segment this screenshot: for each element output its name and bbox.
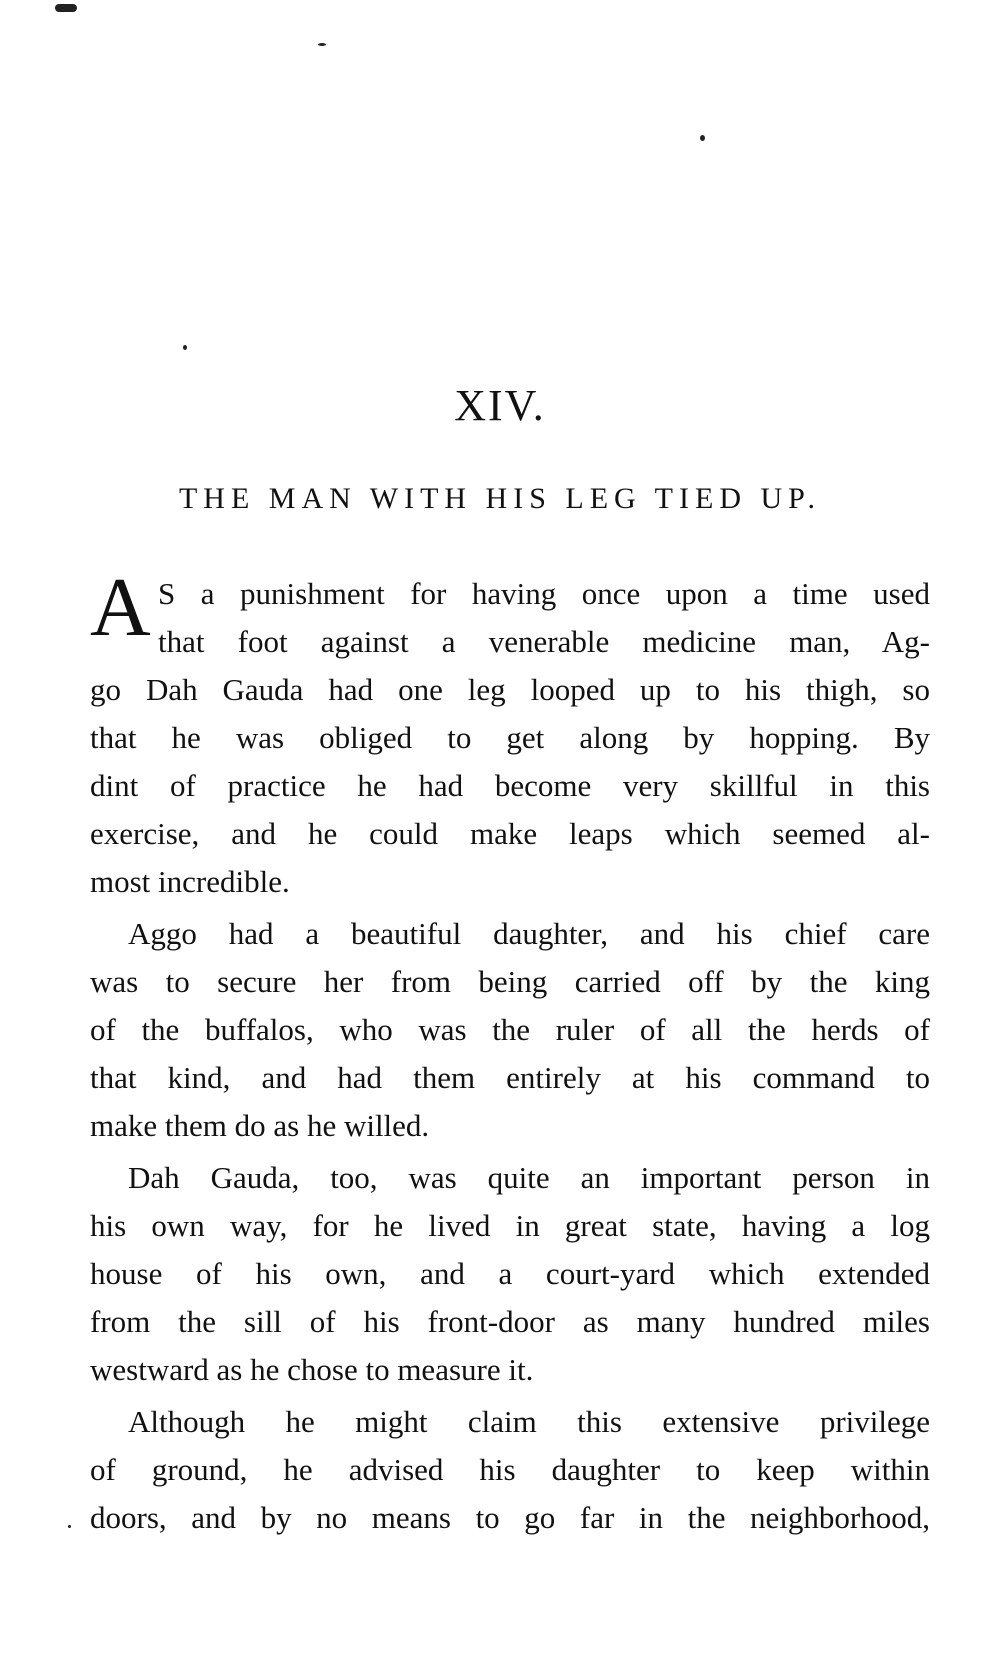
text-line: that foot against a venerable medicine man, Ag-: [158, 624, 930, 659]
ink-speck: [55, 4, 77, 12]
text-line: dint of practice he had become very skillful in this: [90, 768, 930, 803]
text-line: Although he might claim this extensive privilege: [128, 1404, 930, 1439]
text-line-content: S a punishment for having once upon a time used: [158, 576, 930, 611]
text-line: was to secure her from being carried off by the king: [90, 964, 930, 999]
paragraph: [90, 1154, 930, 1394]
text-line: from the sill of his front-door as many hundred miles: [90, 1304, 930, 1339]
ink-speck: [183, 345, 187, 350]
text-line: exercise, and he could make leaps which seemed al-: [90, 816, 930, 851]
text-line: of the buffalos, who was the ruler of all the herds of: [90, 1012, 930, 1047]
paragraph: [90, 1398, 930, 1542]
text-line: westward as he chose to measure it.: [90, 1352, 534, 1387]
drop-cap: A: [90, 561, 151, 654]
chapter-title: THE MAN WITH HIS LEG TIED UP.: [178, 482, 822, 515]
text-line: that kind, and had them entirely at his command to: [90, 1060, 930, 1095]
ink-speck: [700, 135, 705, 141]
text-line: make them do as he willed.: [90, 1108, 430, 1143]
ink-speck: [68, 1525, 71, 1528]
body-text: [90, 561, 930, 1542]
text-line: Aggo had a beautiful daughter, and his chief care: [128, 916, 930, 951]
ink-speck: [318, 43, 326, 46]
text-line: that he was obliged to get along by hopping. By: [90, 720, 930, 755]
chapter-number: XIV.: [454, 381, 546, 430]
text-line: house of his own, and a court-yard which extended: [90, 1256, 930, 1291]
text-line: of ground, he advised his daughter to keep within: [90, 1452, 930, 1487]
paragraph: [90, 910, 930, 1150]
paragraph: [90, 561, 930, 906]
text-line: go Dah Gauda had one leg looped up to his thigh, so: [90, 672, 930, 707]
text-line: Dah Gauda, too, was quite an important person in: [128, 1160, 930, 1195]
text-line: doors, and by no means to go far in the neighborhood,: [90, 1500, 930, 1535]
text-line: his own way, for he lived in great state, having a log: [90, 1208, 930, 1243]
text-line: most incredible.: [90, 864, 290, 899]
